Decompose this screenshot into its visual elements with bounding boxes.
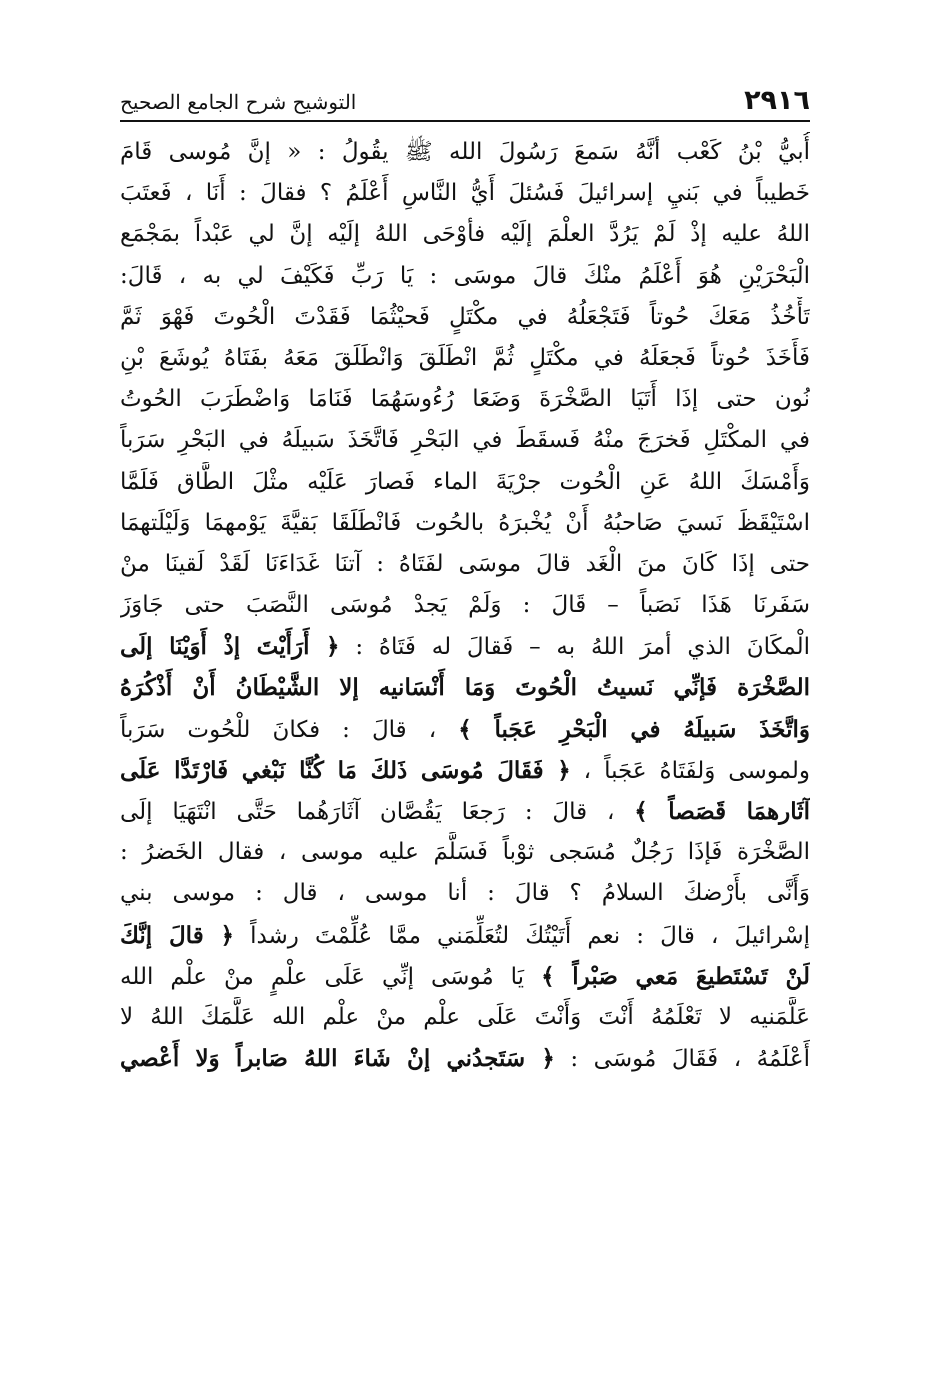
text-line — [120, 626, 810, 667]
text-line — [120, 338, 810, 379]
text-line — [120, 462, 810, 503]
quran-quote: ﴿ قالَ إنَّكَ — [120, 921, 234, 949]
text-line — [120, 420, 810, 461]
text-segment: اللهُ عليه إذْ لَمْ يَرُدَّ العلْمَ إلَيْه فأوْحَى اللهُ إلَيْه إنَّ لي عَبْداً بمَجْمَع — [120, 221, 810, 248]
text-segment: الصَّخْرَة فَإذَا رَجُلٌ مُسَجى ثوْباً فَسَلَّمَ عليه موسى ، فقال الخَضرُ : — [120, 839, 810, 866]
text-line — [120, 1038, 810, 1079]
text-segment: الْمكَانَ الذي أمرَ اللهُ به – فَقالَ له فَتَاهُ : — [339, 634, 810, 661]
text-line — [120, 997, 810, 1038]
text-line — [120, 214, 810, 255]
text-segment: الْبَحْرَيْنِ هُوَ أَعْلَمُ منْكَ قالَ موسَى : يَا رَبِّ فَكَيْفَ لي به ، قَالَ: — [120, 262, 810, 289]
text-line — [120, 709, 810, 750]
text-line — [120, 873, 810, 914]
text-segment: أُبيُّ بْنُ كَعْب أنَّهُ سَمعَ رَسُولَ الله ﷺ يقُولُ : « إنَّ مُوسى قَامَ — [120, 139, 810, 165]
text-segment: ، قالَ : فكانَ للْحُوت سَرَباً — [120, 716, 459, 743]
text-segment: نُون حتى إذَا أَتَيَا الصَّخْرَةَ وَضَعَا رُءُوسَهُمَا فَنَامَا وَاضْطَرَبَ الحُوتُ — [120, 386, 810, 413]
text-line — [120, 832, 810, 873]
text-segment: حتى إذَا كَانَ منَ الْغَد قالَ موسَى لفَتَاهُ : آتنَا غَدَاءَنَا لَقَدْ لَقينَا منْ — [120, 550, 810, 577]
text-segment: أَعْلَمُهُ ، فَقَالَ مُوسَى : — [554, 1046, 810, 1073]
text-segment: اسْتَيْقَظَ نَسيَ صَاحبُهُ أَنْ يُخْبرَهُ بالحُوت فَانْطَلَقَا بَقيَّةَ يَوْمهمَا وَلَيْلَتهمَا — [120, 509, 810, 536]
text-segment: خَطيباً في بَنيِ إسرائيلَ فَسُئلَ أَيُّ النَّاسِ أَعْلَمُ ؟ فقالَ : أَنَا ، فَعتَبَ — [120, 180, 810, 207]
text-segment: تَأْخُذُ مَعَكَ حُوتاً فَتَجْعَلُهُ في مكْتَلٍ فَحيْثُمَا فَقَدْتَ الْحُوتَ فَهْوَ ثَمَّ — [120, 303, 810, 330]
book-page — [120, 78, 810, 1318]
header-rule — [120, 120, 810, 122]
quran-quote: آثَارهمَا قَصَصاً ﴾ — [634, 798, 810, 825]
text-line — [120, 956, 810, 997]
text-line — [120, 750, 810, 791]
text-segment: ولموسى وَلفَتَاهُ عَجَباً ، — [570, 757, 810, 784]
quran-quote: لَنْ تَسْتَطيعَ مَعي صَبْراً ﴾ — [541, 962, 810, 990]
text-segment: عَلَّمَنيه لا تَعْلَمُهُ أَنْتَ وَأَنْتَ عَلَى علْم منْ علْم الله عَلَّمَكَ اللهُ لا — [120, 1003, 810, 1030]
page-header — [120, 78, 810, 116]
text-line — [120, 132, 810, 173]
text-segment: ، قالَ : رَجعَا يَقُصَّان آثَارَهُما حَتَّى انْتَهَيَا إلَى — [120, 799, 635, 825]
text-line — [120, 915, 810, 956]
quran-quote: ﴿ فَقَالَ مُوسَى ذَلكَ مَا كُنَّا نَبْغي فَارْتَدَّا عَلَى — [120, 756, 571, 784]
text-segment: إسْرائيلَ ، قالَ : نعم أَتَيْتُكَ لتُعَلِّمَني ممَّا عُلِّمْتَ رشداً — [233, 922, 810, 949]
text-line — [120, 379, 810, 420]
text-line — [120, 585, 810, 626]
text-segment: وَأَنَّى بأَرْضكَ السلامُ ؟ قالَ : أنا موسى ، قال : موسى بني — [120, 880, 810, 907]
quran-quote: ﴿ سَتَجدُني إنْ شَاءَ اللهُ صَابراً وَلا أَعْصي — [120, 1045, 555, 1073]
quran-quote: الصَّخْرَة فَإنِّي نَسيتُ الْحُوتَ وَمَا أَنْسَانيه إلا الشَّيْطَانُ أَنْ أَذْكُرَهُ — [120, 674, 810, 702]
body-text — [120, 132, 810, 1079]
text-line — [120, 503, 810, 544]
text-line — [120, 173, 810, 214]
text-segment: وَأَمْسَكَ اللهُ عَنِ الْحُوت جرْيَةَ الماء فَصارَ عَلَيْه مثْلَ الطَّاق فَلَمَّا — [120, 468, 810, 495]
text-line — [120, 256, 810, 297]
text-line — [120, 791, 810, 832]
text-line — [120, 544, 810, 585]
quran-quote: ﴿ أَرَأَيْتَ إذْ أَوَيْنَا إلَى — [120, 633, 340, 661]
text-line — [120, 297, 810, 338]
text-segment: يَا مُوسَى إنِّي عَلَى علْمٍ منْ علْم الله — [120, 963, 542, 990]
text-segment: سَفَرنَا هَذَا نَصَباً – قَالَ : وَلَمْ يَجدْ مُوسَى النَّصَبَ حتى جَاوَزَ — [120, 592, 810, 619]
text-line — [120, 667, 810, 708]
running-title: التوشيح شرح الجامع الصحيح — [120, 90, 357, 114]
text-segment: في المكْتَلِ فَخرَجَ منْهُ فَسقَطَ في البَحْرِ فَاتَّخَذَ سَبيلَهُ في البَحْرِ سَرَباً — [120, 427, 810, 454]
page-number: ٢٩١٦ — [744, 85, 810, 116]
text-segment: فَأَخَذَ حُوتاً فَجعَلَهُ في مكْتَلٍ ثُمَّ انْطَلَقَ وَانْطَلَقَ مَعَهُ بفَتَاهُ يُوشَعَ بْنِ — [120, 344, 810, 371]
quran-quote: وَاتَّخَذَ سَبيلَهُ في الْبَحْرِ عَجَباً ﴾ — [458, 715, 810, 743]
